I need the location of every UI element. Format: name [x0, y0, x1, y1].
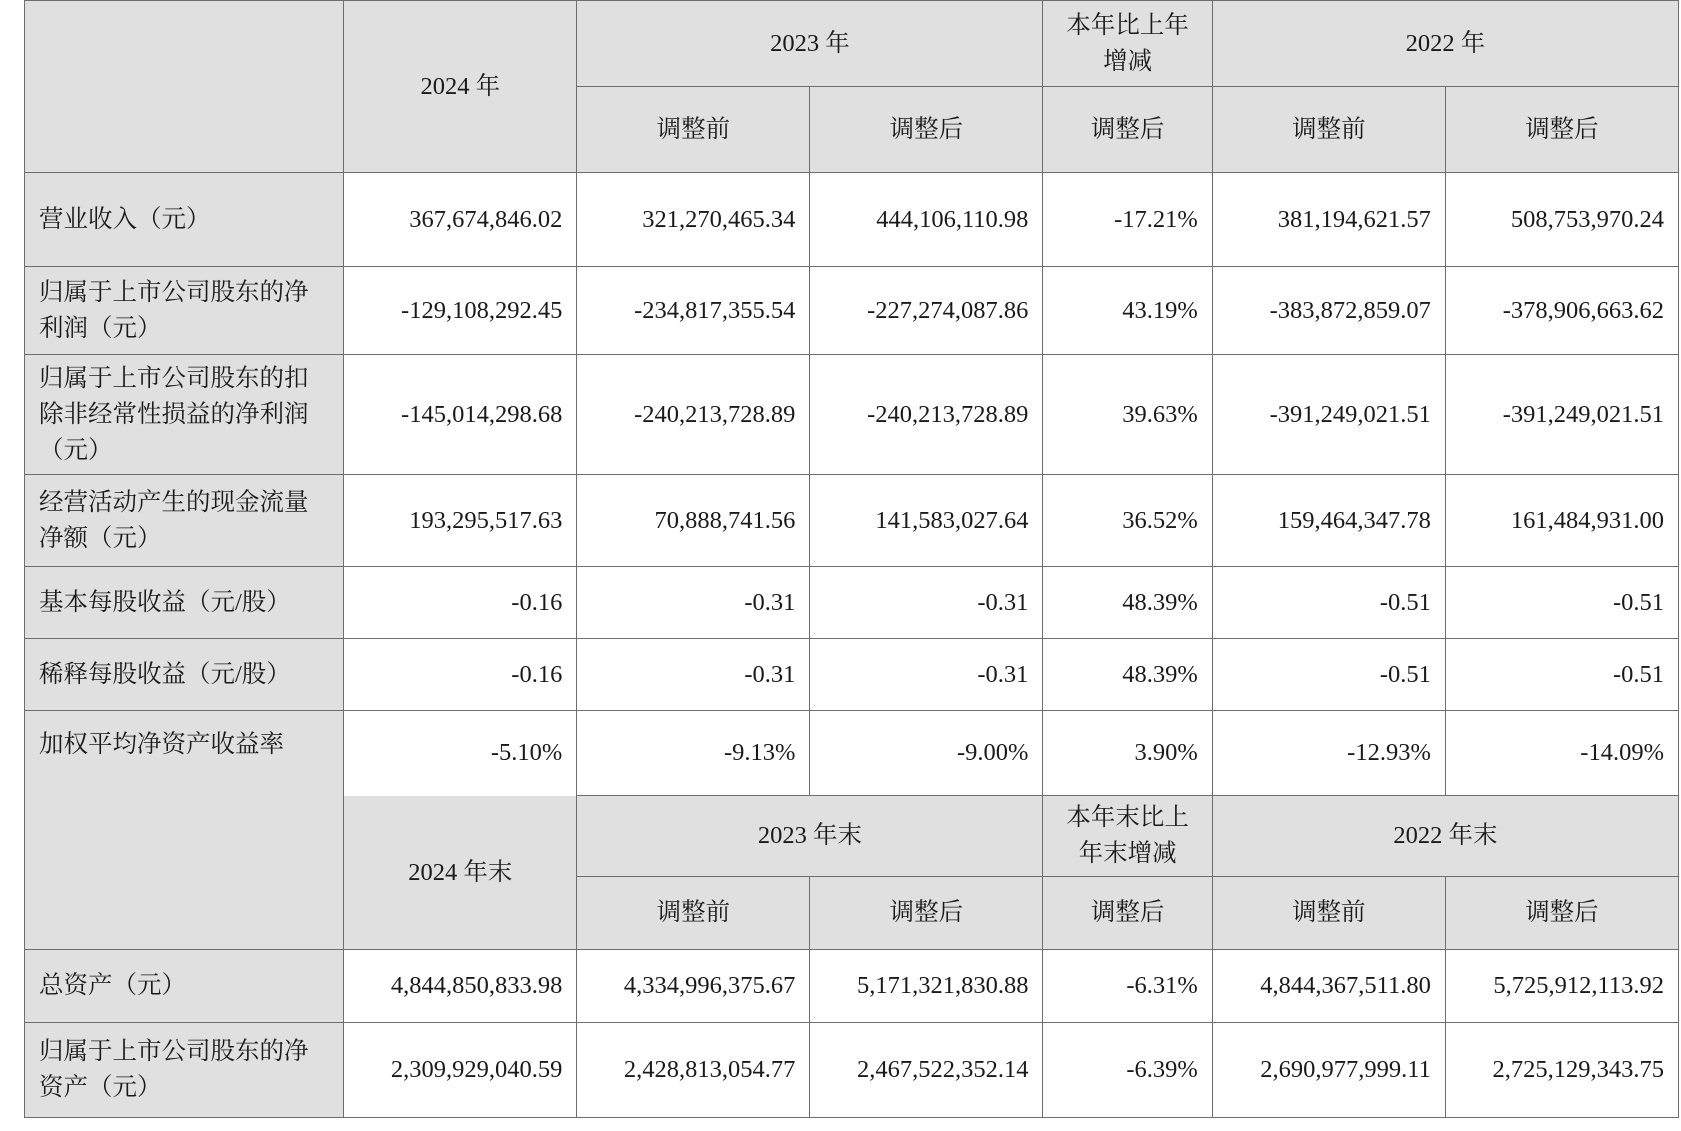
cell-2023-before: -0.31: [577, 639, 810, 711]
cell-2024: 367,674,846.02: [344, 173, 577, 267]
table-row: [25, 639, 1679, 711]
table-row: [25, 711, 1679, 796]
cell-2023-after: -240,213,728.89: [810, 355, 1043, 475]
cell-2023-after: 444,106,110.98: [810, 173, 1043, 267]
table-row: [25, 950, 1679, 1023]
cell-2023-after: -0.31: [810, 567, 1043, 639]
cell-change: 43.19%: [1043, 267, 1212, 355]
header-yearend-2022: 2022 年末: [1212, 796, 1678, 877]
cell-2022-after: 161,484,931.00: [1445, 475, 1678, 567]
cell-2022-before: 381,194,621.57: [1212, 173, 1445, 267]
cell-change: 36.52%: [1043, 475, 1212, 567]
header-2023-before: 调整前: [577, 877, 810, 950]
cell-2024: 2,309,929,040.59: [344, 1023, 577, 1118]
cell-2024: -5.10%: [344, 711, 577, 796]
cell-change: -6.31%: [1043, 950, 1212, 1023]
header-yearend-2023: 2023 年末: [577, 796, 1043, 877]
header-2023-after: 调整后: [810, 877, 1043, 950]
header-2022-after: 调整后: [1445, 877, 1678, 950]
cell-2023-after: 141,583,027.64: [810, 475, 1043, 567]
cell-2022-before: -0.51: [1212, 567, 1445, 639]
cell-2022-before: 2,690,977,999.11: [1212, 1023, 1445, 1118]
header-2022-before: 调整前: [1212, 877, 1445, 950]
cell-2023-before: -234,817,355.54: [577, 267, 810, 355]
cell-change: 3.90%: [1043, 711, 1212, 796]
cell-2024: 193,295,517.63: [344, 475, 577, 567]
header-2023-after: 调整后: [810, 87, 1043, 173]
cell-2023-after: 2,467,522,352.14: [810, 1023, 1043, 1118]
cell-2022-before: -391,249,021.51: [1212, 355, 1445, 475]
cell-2023-after: -9.00%: [810, 711, 1043, 796]
header-corner-cell: [25, 1, 344, 173]
cell-2023-before: 4,334,996,375.67: [577, 950, 810, 1023]
row-label: 归属于上市公司股东的净资产（元）: [25, 1023, 344, 1118]
row-label: 稀释每股收益（元/股）: [25, 639, 344, 711]
cell-2023-after: -227,274,087.86: [810, 267, 1043, 355]
header-year-2022: 2022 年: [1212, 1, 1678, 87]
cell-2023-before: -0.31: [577, 567, 810, 639]
cell-2023-before: 2,428,813,054.77: [577, 1023, 810, 1118]
financial-data-table: [24, 0, 1679, 1118]
table-row: [25, 475, 1679, 567]
cell-2023-before: 70,888,741.56: [577, 475, 810, 567]
header-year-2024: 2024 年: [344, 1, 577, 173]
cell-2022-after: -14.09%: [1445, 711, 1678, 796]
cell-change: -6.39%: [1043, 1023, 1212, 1118]
cell-2022-after: -378,906,663.62: [1445, 267, 1678, 355]
cell-2024: -145,014,298.68: [344, 355, 577, 475]
cell-2023-before: -240,213,728.89: [577, 355, 810, 475]
table-row: [25, 567, 1679, 639]
table-row: [25, 355, 1679, 475]
cell-2022-after: 5,725,912,113.92: [1445, 950, 1678, 1023]
table-row: [25, 1023, 1679, 1118]
cell-2022-before: 4,844,367,511.80: [1212, 950, 1445, 1023]
cell-change: 48.39%: [1043, 639, 1212, 711]
header-change-after: 调整后: [1043, 877, 1212, 950]
header-2022-before: 调整前: [1212, 87, 1445, 173]
cell-2022-before: 159,464,347.78: [1212, 475, 1445, 567]
cell-change: -17.21%: [1043, 173, 1212, 267]
cell-2024: -129,108,292.45: [344, 267, 577, 355]
cell-2023-before: 321,270,465.34: [577, 173, 810, 267]
cell-2022-after: -391,249,021.51: [1445, 355, 1678, 475]
header-change: 本年比上年增减: [1043, 1, 1212, 87]
cell-2024: -0.16: [344, 639, 577, 711]
cell-2022-before: -0.51: [1212, 639, 1445, 711]
row-label: 经营活动产生的现金流量净额（元）: [25, 475, 344, 567]
header-2023-before: 调整前: [577, 87, 810, 173]
header-row-top: [25, 1, 1679, 87]
cell-2022-after: -0.51: [1445, 567, 1678, 639]
financial-data-table-container: [24, 0, 1679, 1118]
table-row: [25, 173, 1679, 267]
cell-2024: 4,844,850,833.98: [344, 950, 577, 1023]
cell-change: 39.63%: [1043, 355, 1212, 475]
row-label: 加权平均净资产收益率: [25, 711, 344, 950]
cell-2022-before: -383,872,859.07: [1212, 267, 1445, 355]
cell-2022-after: -0.51: [1445, 639, 1678, 711]
cell-change: 48.39%: [1043, 567, 1212, 639]
row-label: 归属于上市公司股东的扣除非经常性损益的净利润（元）: [25, 355, 344, 475]
cell-2023-after: 5,171,321,830.88: [810, 950, 1043, 1023]
cell-2023-before: -9.13%: [577, 711, 810, 796]
cell-2024: -0.16: [344, 567, 577, 639]
cell-2022-after: 508,753,970.24: [1445, 173, 1678, 267]
cell-2022-before: -12.93%: [1212, 711, 1445, 796]
header-yearend-2024: 2024 年末: [344, 796, 577, 950]
table-row: [25, 267, 1679, 355]
header-change-after: 调整后: [1043, 87, 1212, 173]
header-2022-after: 调整后: [1445, 87, 1678, 173]
row-label: 营业收入（元）: [25, 173, 344, 267]
header-yearend-change: 本年末比上年末增减: [1043, 796, 1212, 877]
row-label: 基本每股收益（元/股）: [25, 567, 344, 639]
cell-2022-after: 2,725,129,343.75: [1445, 1023, 1678, 1118]
cell-2023-after: -0.31: [810, 639, 1043, 711]
row-label: 归属于上市公司股东的净利润（元）: [25, 267, 344, 355]
row-label: 总资产（元）: [25, 950, 344, 1023]
header-year-2023: 2023 年: [577, 1, 1043, 87]
